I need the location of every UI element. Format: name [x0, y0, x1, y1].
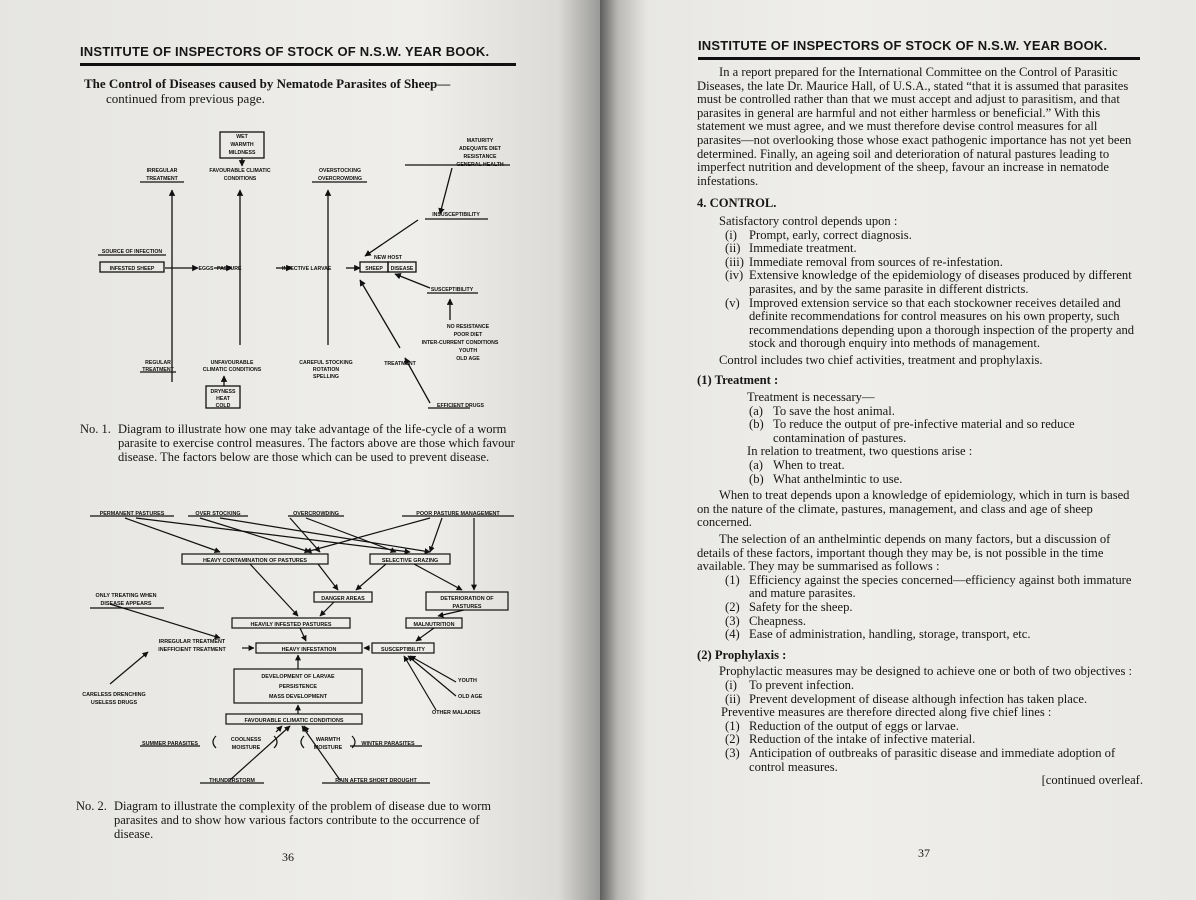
item-number: (b) — [749, 417, 764, 432]
caption-2-number: No. 2. — [76, 799, 107, 813]
list-item — [697, 574, 1143, 601]
item-text: Reduction of the intake of infective material. — [749, 732, 976, 747]
d2-over-stocking: OVER STOCKING — [195, 511, 241, 517]
d1-no-resistance: NO RESISTANCE — [446, 324, 490, 330]
list-item — [697, 269, 1143, 296]
section-control-heading: 4. CONTROL. — [697, 196, 777, 211]
when-to-treat: When to treat depends upon a knowledge of epidemiology, which in turn is based on the nature of the climate, pastures, management, and class and age of sheep concerned. — [697, 488, 1130, 530]
prophylaxis-lead: Prophylactic measures may be designed to achieve one or both of two objectives : — [719, 664, 1133, 679]
d1-overcrowding: OVERCROWDING — [317, 176, 363, 182]
item-number: (i) — [725, 227, 737, 242]
running-header: INSTITUTE OF INSPECTORS OF STOCK OF N.S.W. YEAR BOOK. — [80, 44, 516, 66]
page-number-left: 36 — [282, 850, 294, 864]
d1-wet: WET — [236, 134, 248, 140]
d1-regular: REGULAR — [145, 360, 171, 366]
d2-other-maladies: OTHER MALADIES — [432, 710, 481, 716]
item-text: Extensive knowledge of the epidemiology of diseases produced by different parasites, and by the same parasite in different districts. — [749, 268, 1132, 296]
intro-paragraph: In a report prepared for the International Committee on the Control of Parasitic Diseases, the late Dr. Maurice Hall, of U.S.A., stated “that it is assumed that parasites must be controlled rather than that we must accept and adjust to parasitism, and that parasites in general are harmful and not either harmless or beneficial.” With this statement we must agree, and we must therefore devise control measures for all parasites—not overlooking those whose exact pathogenic importance has not yet been determined. Finally, an ageing soil and deterioration of natural pastures leading to imperfect nutrition and development of the sheep, favour an increase in nematode infestations. — [697, 65, 1132, 188]
item-text: When to treat. — [773, 458, 845, 473]
d2-summer-parasites: SUMMER PARASITES — [142, 741, 198, 747]
d2-heavy-infestation: HEAVY INFESTATION — [281, 647, 337, 653]
right-page — [600, 0, 1196, 900]
item-text: Ease of administration, handling, storage, transport, etc. — [749, 627, 1031, 642]
caption-1-number: No. 1. — [80, 422, 111, 436]
d1-overstocking: OVERSTOCKING — [319, 168, 361, 174]
list-item — [697, 473, 1143, 487]
caption-2 — [76, 799, 520, 843]
d2-careless: CARELESS DRENCHING — [82, 692, 146, 698]
d2-poor-pasture: POOR PASTURE MANAGEMENT — [416, 511, 500, 517]
item-text: Safety for the sheep. — [749, 599, 853, 614]
page-number-right: 37 — [918, 846, 930, 860]
preventive-lead: Preventive measures are therefore directed along five chief lines : — [721, 705, 1052, 720]
item-text: To prevent infection. — [749, 677, 855, 692]
d2-winter-parasites: WINTER PARASITES — [361, 741, 415, 747]
d2-permanent-pastures: PERMANENT PASTURES — [99, 511, 165, 517]
d1-warmth: WARMTH — [230, 142, 254, 148]
d2-overcrowding: OVERCROWDING — [293, 511, 339, 517]
d2-mass-development: MASS DEVELOPMENT — [268, 694, 328, 700]
question-list — [697, 459, 1143, 486]
d2-heavy-contamination: HEAVY CONTAMINATION OF PASTURES — [202, 558, 308, 564]
d1-mildness: MILDNESS — [228, 150, 256, 156]
d2-deterioration: DETERIORATION OF — [440, 596, 494, 602]
caption-2-text: Diagram to illustrate the complexity of the problem of disease due to worm parasites and to show how various factors contribute to the occurrence of disease. — [114, 799, 491, 841]
d2-susceptibility: SUSCEPTIBILITY — [380, 647, 426, 653]
d2-warmth: WARMTH — [315, 737, 341, 743]
selection-paragraph: The selection of an anthelmintic depends on many factors, but a discussion of details of these factors, important though they may be, is not possible in the time available. They may be summarised as follows : — [697, 532, 1111, 574]
list-item — [697, 747, 1143, 774]
d1-eggs: EGGS — [198, 266, 214, 272]
item-text: To reduce the output of pre-infective material and so reduce contamination of pastures. — [773, 417, 1075, 445]
d2-inefficient-treatment: INEFFICIENT TREATMENT — [158, 647, 226, 653]
d2-only-treating: ONLY TREATING WHEN — [95, 593, 157, 599]
item-number: (1) — [725, 718, 740, 733]
item-text: Cheapness. — [749, 613, 807, 628]
objective-list — [697, 679, 1143, 706]
d1-spelling: SPELLING — [313, 374, 339, 380]
item-number: (i) — [725, 677, 737, 692]
d2-thunderstorm: THUNDERSTORM — [209, 778, 255, 784]
item-number: (b) — [749, 471, 764, 486]
list-item — [697, 405, 1143, 419]
list-item — [697, 733, 1143, 747]
control-includes: Control includes two chief activities, treatment and prophylaxis. — [719, 352, 1043, 367]
d1-new-host: NEW HOST — [374, 255, 402, 261]
item-text: Improved extension service so that each stockowner receives detailed and definite recommendations for control measures on his own property, such recommendations depending upon a thorough inspection of the property and stock and thorough enquiry into methods of management. — [749, 295, 1135, 351]
item-text: Prevent development of disease although infection has taken place. — [749, 691, 1088, 706]
item-number: (ii) — [725, 241, 741, 256]
continued-overleaf: [continued overleaf. — [1041, 773, 1143, 788]
d1-disease: DISEASE — [390, 266, 414, 272]
list-item — [697, 720, 1143, 734]
item-number: (v) — [725, 295, 740, 310]
d1-poor-diet: POOR DIET — [453, 332, 483, 338]
item-number: (iv) — [725, 268, 744, 283]
list-item — [697, 615, 1143, 629]
running-header-right: INSTITUTE OF INSPECTORS OF STOCK OF N.S.W. YEAR BOOK. — [698, 38, 1140, 60]
d1-adequate-diet: ADEQUATE DIET — [459, 146, 501, 152]
continued-subtitle: continued from previous page. — [106, 91, 265, 106]
item-number: (a) — [749, 403, 763, 418]
item-number: (1) — [725, 572, 740, 587]
item-text: To save the host animal. — [773, 403, 895, 418]
treatment-heading: (1) Treatment : — [697, 373, 779, 388]
d1-youth: YOUTH — [458, 348, 478, 354]
list-item — [697, 418, 1143, 445]
d1-intercurrent: INTER-CURRENT CONDITIONS — [421, 340, 499, 346]
d2-moisture-2: MOISTURE — [313, 745, 343, 751]
d2-rain-after: RAIN AFTER SHORT DROUGHT — [335, 778, 417, 784]
d1-dryness: DRYNESS — [210, 389, 236, 395]
factor-list — [697, 574, 1143, 642]
d1-heat: HEAT — [216, 396, 230, 402]
d1-source: SOURCE OF INFECTION — [101, 249, 163, 255]
continued-title-block — [84, 76, 524, 106]
item-number: (3) — [725, 745, 740, 760]
d2-disease-appears: DISEASE APPEARS — [100, 601, 152, 607]
d1-infective-larvae: INFECTIVE LARVAE — [282, 266, 332, 272]
d1-favourable: FAVOURABLE CLIMATIC — [209, 168, 271, 174]
caption-1-text: Diagram to illustrate how one may take advantage of the life-cycle of a worm parasite to exercise control measures. The factors above are those which favour disease. The factors below are those which can be used to prevent disease. — [118, 422, 515, 464]
d2-danger-areas: DANGER AREAS — [321, 596, 365, 602]
item-number: (2) — [725, 732, 740, 747]
d2-persistence: PERSISTENCE — [278, 684, 318, 690]
item-text: Immediate removal from sources of re-infestation. — [749, 254, 1003, 269]
item-text: Anticipation of outbreaks of parasitic disease and immediate adoption of control measures. — [749, 745, 1116, 774]
d1-efficient-drugs: EFFICIENT DRUGS — [437, 403, 484, 409]
d2-heavily-infested: HEAVILY INFESTED PASTURES — [250, 622, 332, 628]
d2-moisture-1: MOISTURE — [231, 745, 261, 751]
list-item — [697, 693, 1143, 707]
d1-resistance: RESISTANCE — [463, 154, 497, 160]
right-body — [697, 66, 1143, 788]
d1-favourable-conditions: CONDITIONS — [223, 176, 257, 182]
list-item — [697, 628, 1143, 642]
list-item — [697, 679, 1143, 693]
prophylaxis-heading: (2) Prophylaxis : — [697, 647, 787, 662]
d1-careful-stocking: CAREFUL STOCKING — [299, 360, 353, 366]
d1-irregular-treatment: TREATMENT — [146, 176, 178, 182]
d1-rotation: ROTATION — [312, 367, 340, 373]
control-list — [697, 229, 1143, 351]
d2-coolness: COOLNESS — [230, 737, 262, 743]
d2-useless-drugs: USELESS DRUGS — [90, 700, 138, 706]
d1-susceptibility: SUSCEPTIBILITY — [430, 287, 474, 293]
item-number: (iii) — [725, 254, 744, 269]
continued-title: The Control of Diseases caused by Nematode Parasites of Sheep— — [84, 76, 451, 91]
caption-1 — [80, 422, 520, 478]
list-item — [697, 229, 1143, 243]
d2-youth: YOUTH — [458, 678, 477, 684]
d1-insusceptibility: INSUSCEPTIBILITY — [432, 212, 480, 218]
d2-development: DEVELOPMENT OF LARVAE — [261, 674, 335, 680]
list-item — [697, 601, 1143, 615]
item-text: Reduction of the output of eggs or larvae. — [749, 718, 959, 733]
d1-irregular: IRREGULAR — [146, 168, 178, 174]
d1-unfavourable-conditions: CLIMATIC CONDITIONS — [202, 367, 262, 373]
d2-favourable-climatic: FAVOURABLE CLIMATIC CONDITIONS — [244, 718, 344, 724]
d2-pastures: PASTURES — [452, 604, 482, 610]
list-item — [697, 459, 1143, 473]
d1-old-age: OLD AGE — [456, 356, 480, 362]
control-lead: Satisfactory control depends upon : — [719, 213, 898, 228]
d1-infested-sheep: INFESTED SHEEP — [109, 266, 155, 272]
list-item — [697, 242, 1143, 256]
d2-selective-grazing: SELECTIVE GRAZING — [381, 558, 439, 564]
d1-general-health: GENERAL HEALTH — [456, 162, 504, 168]
d1-sheep: SHEEP — [365, 266, 383, 272]
d1-unfavourable: UNFAVOURABLE — [210, 360, 254, 366]
list-item — [697, 297, 1143, 351]
d2-irregular-treatment: IRREGULAR TREATMENT — [158, 639, 226, 645]
d1-maturity: MATURITY — [466, 138, 494, 144]
item-number: (2) — [725, 599, 740, 614]
treatment-list — [697, 405, 1143, 446]
list-item — [697, 256, 1143, 270]
treatment-lead: Treatment is necessary— — [747, 390, 875, 405]
item-text: Prompt, early, correct diagnosis. — [749, 227, 912, 242]
d1-treatment: TREATMENT — [384, 361, 416, 367]
item-text: Efficiency against the species concerned—efficiency against both immature and mature parasites. — [749, 572, 1132, 601]
item-number: (ii) — [725, 691, 741, 706]
item-text: What anthelmintic to use. — [773, 471, 903, 486]
relation-lead: In relation to treatment, two questions arise : — [747, 444, 973, 459]
diagram-1 — [60, 120, 530, 420]
lines-list — [697, 720, 1143, 774]
d1-regular-treatment: TREATMENT — [142, 367, 174, 373]
d1-pasture: PASTURE — [217, 266, 242, 272]
item-number: (4) — [725, 627, 740, 642]
item-number: (3) — [725, 613, 740, 628]
d2-old-age: OLD AGE — [458, 694, 483, 700]
d1-cold: COLD — [215, 403, 231, 409]
d2-malnutrition: MALNUTRITION — [413, 622, 455, 628]
item-text: Immediate treatment. — [749, 241, 857, 256]
diagram-2 — [70, 504, 530, 794]
item-number: (a) — [749, 458, 763, 473]
